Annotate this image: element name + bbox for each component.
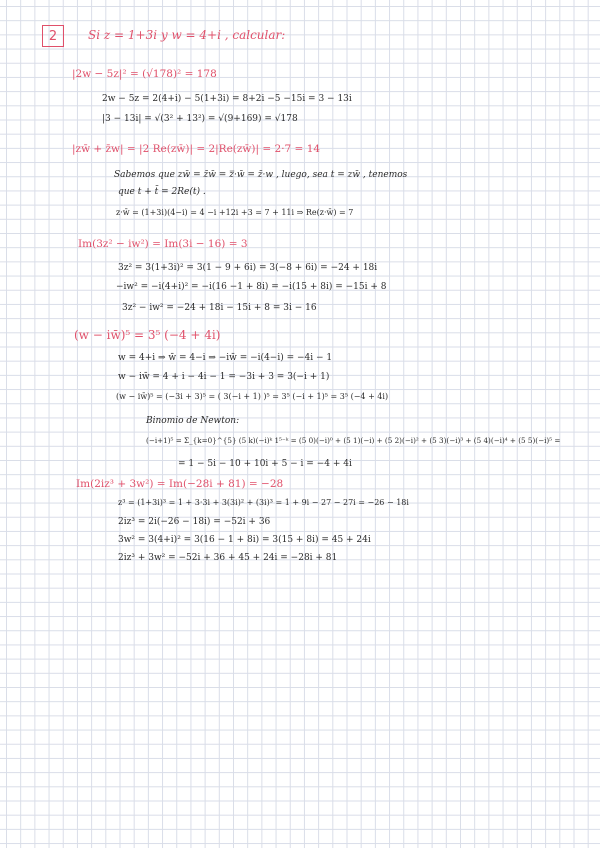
section-2-line-2: que t + t̄ = 2Re(t) . [118, 187, 206, 197]
section-4-line-2: w − iw̄ = 4 + i − 4i − 1 = −3i + 3 = 3(−i + 1) [118, 372, 330, 382]
section-2-line-1: Sabemos que zw̄ = z̄w̄ = z̿·w̄ = z̄·w , luego, sea t = zw̄ , tenemos [114, 170, 408, 180]
section-4-title: (w − iw̄)⁵ = 3⁵ (−4 + 4i) [74, 328, 221, 342]
section-3-title: Im(3z² − iw²) = Im(3i − 16) = 3 [78, 238, 248, 250]
section-4-line-4: Binomio de Newton: [146, 416, 240, 426]
exercise-number-box [42, 25, 64, 47]
section-1-line-2: |3 − 13i| = √(3² + 13²) = √(9+169) = √178 [102, 114, 298, 124]
section-4-line-5: (−i+1)⁵ = Σ_{k=0}^{5} (5 k)(−i)ᵏ 1⁵⁻ᵏ = (5 0)(−i)⁰ + (5 1)(−i) + (5 2)(−i)² + (5 3)(−i)³ + (5 4)(−i)⁴ + (5 5)(−i)⁵ = [146, 436, 561, 445]
section-2-line-3: z·w̄ = (1+3i)(4−i) = 4 −i +12i +3 = 7 + 11i ⇒ Re(z·w̄) = 7 [116, 208, 354, 217]
section-5-line-3: 3w² = 3(4+i)² = 3(16 − 1 + 8i) = 3(15 + 8i) = 45 + 24i [118, 535, 371, 545]
exercise-number: 2 [48, 28, 58, 44]
section-2-title: |zw̄ + z̄w| = |2 Re(zw̄)| = 2|Re(zw̄)| = 2·7 = 14 [72, 143, 321, 155]
section-5-line-4: 2iz³ + 3w² = −52i + 36 + 45 + 24i = −28i + 81 [118, 553, 338, 563]
section-3-line-1: 3z² = 3(1+3i)² = 3(1 − 9 + 6i) = 3(−8 + 6i) = −24 + 18i [118, 263, 378, 273]
section-3-line-2: −iw² = −i(4+i)² = −i(16 −1 + 8i) = −i(15 + 8i) = −15i + 8 [116, 282, 387, 292]
section-4-line-3: (w − iw̄)⁵ = (−3i + 3)⁵ = ( 3(−i + 1) )⁵ = 3⁵ (−i + 1)⁵ = 3⁵ (−4 + 4i) [116, 392, 389, 401]
section-4-line-6: = 1 − 5i − 10 + 10i + 5 − i = −4 + 4i [178, 459, 352, 469]
section-4-line-1: w = 4+i ⇒ w̄ = 4−i ⇒ −iw̄ = −i(4−i) = −4i − 1 [118, 353, 333, 363]
section-5-line-1: z³ = (1+3i)³ = 1 + 3·3i + 3(3i)² + (3i)³ = 1 + 9i − 27 − 27i = −26 − 18i [118, 498, 409, 507]
section-1-line-1: 2w − 5z = 2(4+i) − 5(1+3i) = 8+2i −5 −15i = 3 − 13i [102, 94, 352, 104]
exercise-statement: Si z = 1+3i y w = 4+i , calcular: [88, 28, 286, 42]
section-5-title: Im(2iz³ + 3w²) = Im(−28i + 81) = −28 [76, 478, 284, 490]
section-3-line-3: 3z² − iw² = −24 + 18i − 15i + 8 = 3i − 16 [122, 303, 317, 313]
section-1-title: |2w − 5z|² = (√178)² = 178 [72, 68, 217, 80]
section-5-line-2: 2iz³ = 2i(−26 − 18i) = −52i + 36 [118, 517, 271, 527]
